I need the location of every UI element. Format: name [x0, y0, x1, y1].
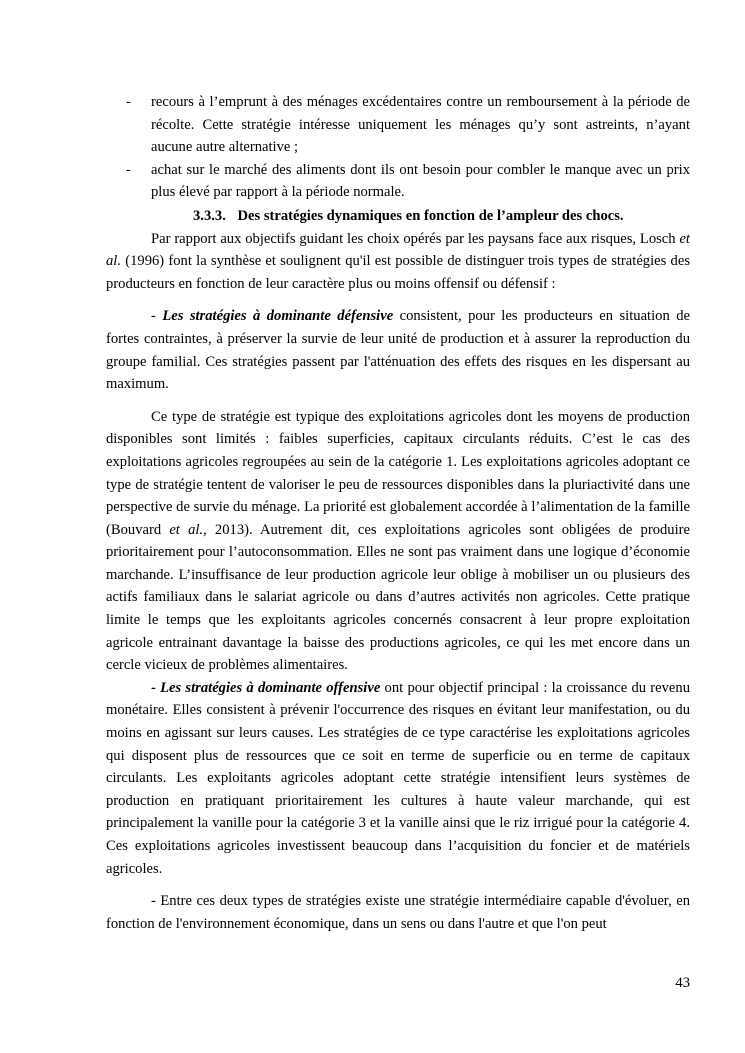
offensive-term: Les stratégies à dominante offensive	[160, 679, 381, 696]
body-text	[106, 91, 690, 935]
bullet-dash: -	[126, 94, 131, 110]
section-title: Des stratégies dynamiques en fonction de l’ampleur des chocs.	[237, 207, 624, 224]
section-number: 3.3.3.	[193, 207, 226, 224]
bullet-item	[106, 91, 690, 159]
offensive-paragraph: - Les stratégies à dominante offensive ont pour objectif principal : la croissance du revenu monétaire. Elles consistent à prévenir l'occurrence des risques en évitant leur manifestation, ou du moins en agissant sur leurs causes. Les stratégies de ce type caractérise les exploitations agricoles qui disposent plus de ressources que ce soit en terme de superficie ou en terme de capitaux circulants. Les exploitants agricoles adoptant cette stratégie intensifient leurs systèmes de production en pratiquant prioritairement les cultures à haute valeur marchande, qui est principalement la vanille pour la catégorie 3 et la vanille ainsi que le riz irrigué pour la catégorie 4. Ces exploitations agricoles investissent beaucoup dans l’acquisition du foncier et de matériels agricoles.	[106, 679, 691, 877]
typical-paragraph: Ce type de stratégie est typique des exploitations agricoles dont les moyens de production disponibles sont limités : faibles superficies, capitaux circulants réduits. C’est le cas des exploitations agricoles regroupées au sein de la catégorie 1. Les exploitations agricoles adoptant ce type de stratégie tentent de valoriser le peu de ressources disponibles dans la pluriactivité dans une perspective de survie du ménage. La priorité est globalement accordée à l’alimentation de la famille (Bouvard et al., 2013). Autrement dit, ces exploitations agricoles sont obligées de produire prioritairement pour l’autoconsommation. Elles ne sont pas vraiment dans une logique d’économie marchande. L’insuffisance de leur production agricole leur oblige à mobiliser un ou plusieurs des actifs familiaux dans le salariat agricole ou dans d’autres activités non agricoles. Cette pratique limite le temps que les exploitants agricoles concernés consacrent à leur propre exploitation agricole entrainant davantage la baisse des productions agricoles, ce qui les met encore dans un cercle vicieux de problèmes alimentaires.	[106, 408, 690, 674]
intermediate-paragraph: - Entre ces deux types de stratégies existe une stratégie intermédiaire capable d'évoluer, en fonction de l'environnement économique, dans un sens ou dans l'autre et que l'on peut	[106, 893, 690, 932]
bullet-item	[106, 159, 690, 204]
section-heading	[106, 205, 690, 228]
bullet-text: recours à l’emprunt à des ménages excédentaires contre un remboursement à la période de récolte. Cette stratégie intéresse uniquement les ménages qu’y sont astreints, n’ayant aucune autre alternative ;	[151, 94, 690, 156]
defensive-term: Les stratégies à dominante défensive	[162, 308, 394, 325]
bullet-text: achat sur le marché des aliments dont ils ont besoin pour combler le manque avec un prix plus élevé par rapport à la période normale.	[151, 161, 690, 201]
page-number: 43	[675, 975, 690, 991]
intro-paragraph: Par rapport aux objectifs guidant les choix opérés par les paysans face aux risques, Losch et al. (1996) font la synthèse et soulignent qu'il est possible de distinguer trois types de stratégies des producteurs en fonction de leur caractère plus ou moins offensif ou défensif :	[106, 230, 690, 292]
defensive-paragraph: - Les stratégies à dominante défensive consistent, pour les producteurs en situation de fortes contraintes, à préserver la survie de leur unité de production et à assurer la reproduction du groupe familial. Ces stratégies passent par l'atténuation des effets des risques en les dispersant au maximum.	[106, 308, 690, 393]
bullet-dash: -	[126, 161, 131, 178]
